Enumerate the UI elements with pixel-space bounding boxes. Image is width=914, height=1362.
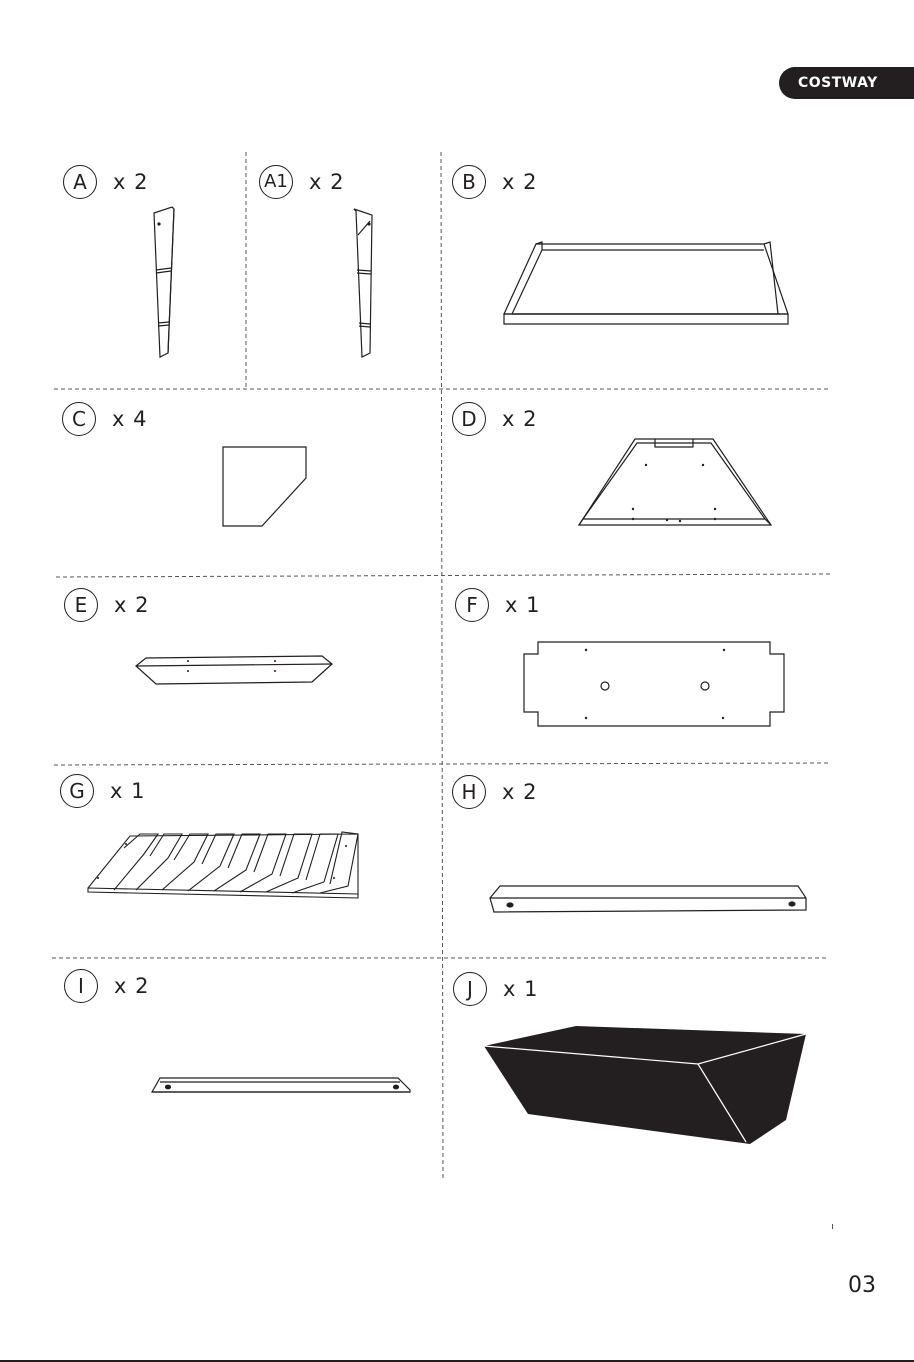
panel-d-svg — [575, 433, 775, 529]
part-e-qty: x 2 — [114, 593, 150, 617]
part-f-drawing — [520, 640, 788, 732]
rail-i-svg — [150, 1074, 414, 1096]
leg-a1-svg — [350, 205, 390, 360]
part-a1-drawing — [350, 205, 390, 360]
divider-center — [441, 152, 443, 1178]
part-a1-label — [259, 165, 344, 199]
part-c-qty: x 4 — [112, 407, 148, 431]
part-i-qty: x 2 — [114, 974, 150, 998]
part-c-label — [62, 402, 147, 436]
part-a-drawing — [150, 205, 190, 360]
part-a1-qty: x 2 — [309, 170, 345, 194]
part-e-label — [64, 588, 149, 622]
part-h-label — [452, 775, 537, 809]
part-b-label — [452, 165, 537, 199]
part-j-label — [453, 972, 538, 1006]
part-e-id: E — [64, 588, 98, 622]
part-a1-id: A1 — [259, 165, 293, 199]
part-h-qty: x 2 — [502, 780, 538, 804]
rail-h-svg — [488, 884, 810, 914]
part-b-id: B — [452, 165, 486, 199]
part-g-qty: x 1 — [110, 779, 146, 803]
part-i-label — [64, 969, 149, 1003]
part-f-id: F — [455, 588, 489, 622]
part-j-drawing — [480, 1024, 810, 1148]
part-d-qty: x 2 — [502, 407, 538, 431]
part-e-drawing — [134, 652, 336, 686]
divider-row-2 — [56, 574, 830, 577]
part-g-label — [60, 774, 145, 808]
bracket-c-svg — [222, 446, 312, 530]
part-j-id: J — [453, 972, 487, 1006]
leg-a-svg — [150, 205, 190, 360]
cushion-j-svg — [480, 1024, 810, 1148]
part-c-id: C — [62, 402, 96, 436]
part-a-label — [63, 165, 148, 199]
part-h-id: H — [452, 775, 486, 809]
part-d-label — [452, 402, 537, 436]
part-i-id: I — [64, 969, 98, 1003]
part-h-drawing — [488, 884, 810, 914]
part-a-id: A — [63, 165, 97, 199]
part-g-id: G — [60, 774, 94, 808]
slats-g-svg — [84, 828, 364, 902]
part-f-qty: x 1 — [505, 593, 541, 617]
part-j-qty: x 1 — [503, 977, 539, 1001]
part-a-qty: x 2 — [113, 170, 149, 194]
part-b-qty: x 2 — [502, 170, 538, 194]
brand-name: COSTWAY — [798, 75, 878, 91]
board-f-svg — [520, 640, 788, 732]
part-d-drawing — [575, 433, 775, 529]
page-number: 03 — [848, 1273, 876, 1298]
frame-b-svg — [498, 238, 794, 330]
part-b-drawing — [498, 238, 794, 330]
part-i-drawing — [150, 1074, 414, 1096]
part-g-drawing — [84, 828, 364, 902]
crop-tick — [832, 1224, 833, 1229]
part-d-id: D — [452, 402, 486, 436]
part-f-label — [455, 588, 540, 622]
part-c-drawing — [222, 446, 312, 530]
crossbar-e-svg — [134, 652, 336, 686]
